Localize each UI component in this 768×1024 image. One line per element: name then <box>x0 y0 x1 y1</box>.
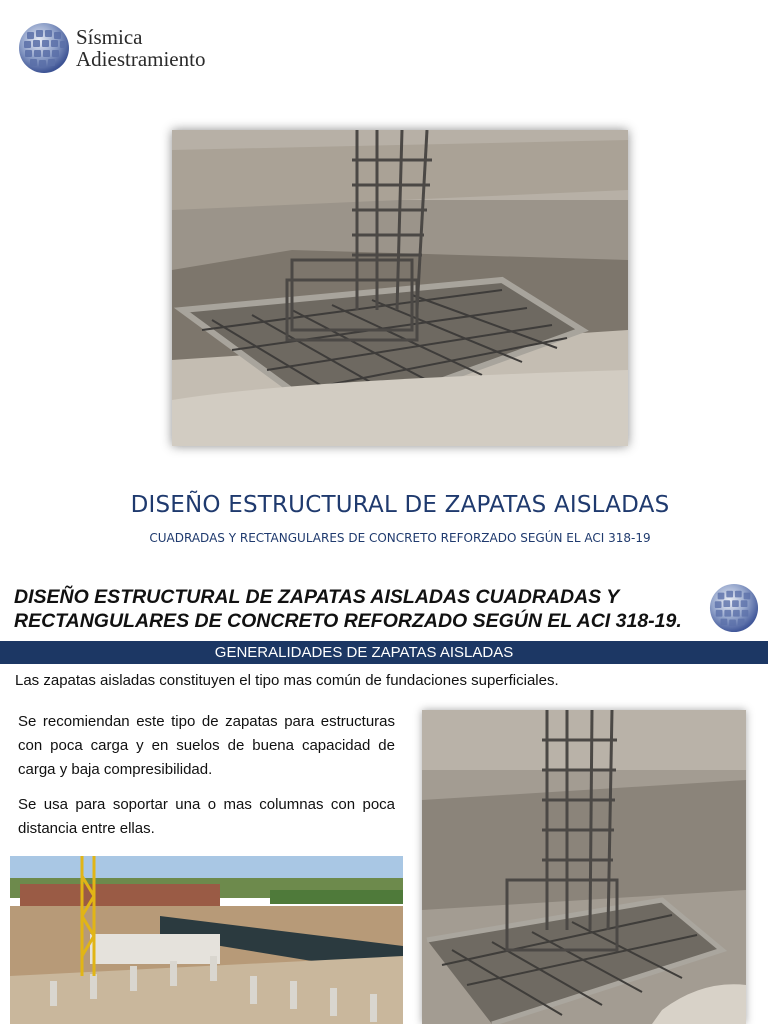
brand-name <box>76 26 205 70</box>
brand-logo <box>18 22 205 74</box>
globe-small-icon <box>709 583 759 633</box>
section-heading: DISEÑO ESTRUCTURAL DE ZAPATAS AISLADAS CUADRADAS Y RECTANGULARES DE CONCRETO REFORZADO SEGÚN EL ACI 318-19. <box>14 586 682 632</box>
brand-line-2: Adiestramiento <box>76 47 206 71</box>
paragraph-1: Se recomiendan este tipo de zapatas para estructuras con poca carga y en suelos de buena capacidad de carga y baja compresibilidad. <box>18 713 395 778</box>
subtitle: CUADRADAS Y RECTANGULARES DE CONCRETO REFORZADO SEGÚN EL ACI 318-19 <box>149 531 651 545</box>
main-title: DISEÑO ESTRUCTURAL DE ZAPATAS AISLADAS <box>130 492 670 518</box>
paragraph-2: Se usa para soportar una o mas columnas con poca distancia entre ellas. <box>18 796 395 837</box>
brand-line-1: Sísmica <box>76 25 143 49</box>
band-title: GENERALIDADES DE ZAPATAS AISLADAS <box>214 644 514 661</box>
footing-closeup-photo <box>422 710 746 1024</box>
intro-text: Las zapatas aisladas constituyen el tipo mas común de fundaciones superficiales. <box>15 672 559 689</box>
footing-rebar-photo <box>172 130 628 446</box>
globe-logo-icon <box>18 22 70 74</box>
section-band <box>0 641 768 664</box>
construction-site-photo <box>10 856 403 1024</box>
